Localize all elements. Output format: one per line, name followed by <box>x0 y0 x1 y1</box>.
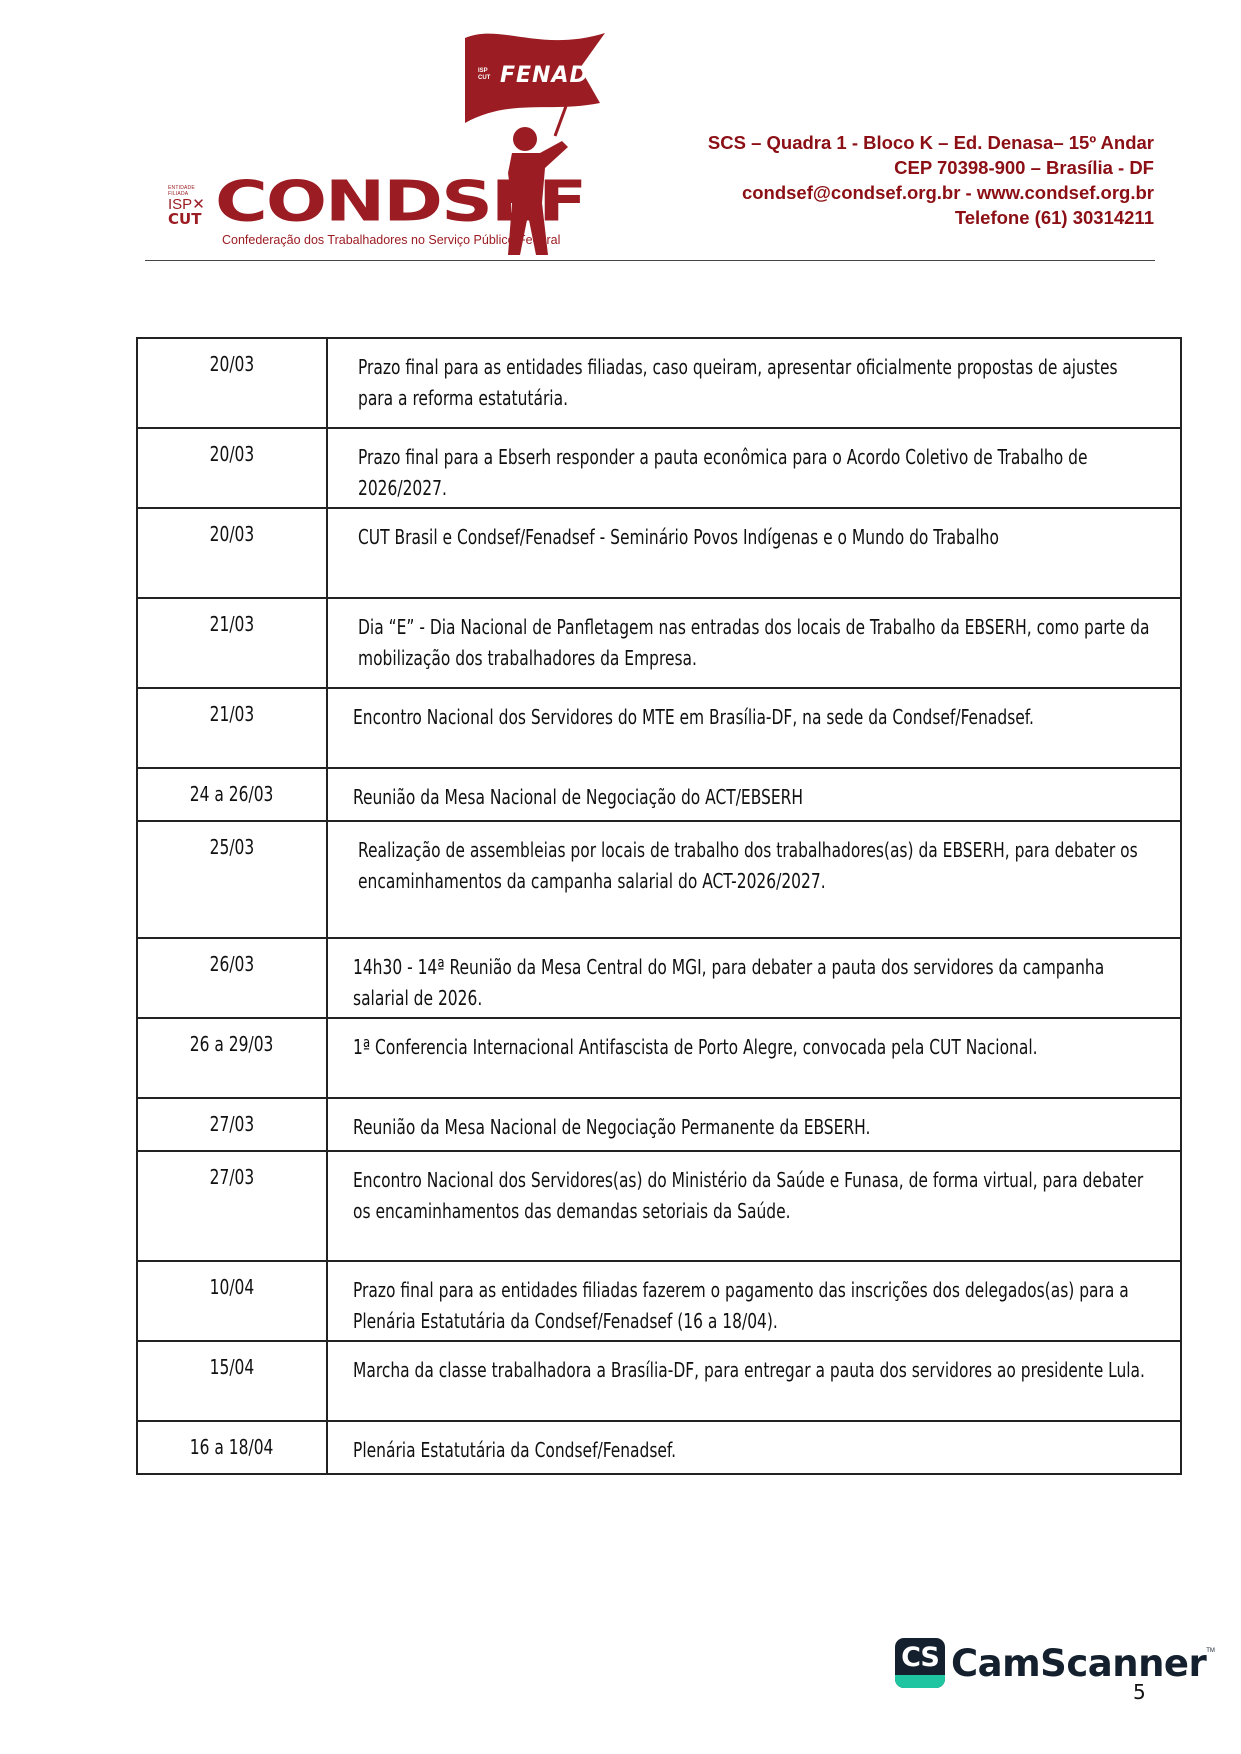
isp-logo: ISP✕ <box>168 195 205 213</box>
condsef-wordmark: CONDSEF <box>215 168 586 234</box>
event-date-cell <box>137 1098 327 1151</box>
event-date: 20/03 <box>209 352 255 376</box>
event-description-cell <box>327 1341 1181 1421</box>
event-date: 10/04 <box>209 1275 255 1299</box>
event-date: 26 a 29/03 <box>190 1032 274 1056</box>
event-date-cell <box>137 598 327 688</box>
event-date: 27/03 <box>209 1165 255 1189</box>
schedule-row <box>137 1341 1181 1421</box>
event-description: Dia “E” - Dia Nacional de Panfletagem nas entradas dos locais de Trabalho da EBSERH, como parte da mobilização dos trabalhadores da Empresa. <box>358 615 1150 670</box>
event-description: 1ª Conferencia Internacional Antifascista de Porto Alegre, convocada pela CUT Nacional. <box>353 1035 1038 1059</box>
event-description: Prazo final para as entidades filiadas fazerem o pagamento das inscrições dos delegados(as) para a Plenária Estatutária da Condsef/Fenadsef (16 a 18/04). <box>353 1278 1129 1333</box>
event-date-cell <box>137 1018 327 1098</box>
event-date-cell <box>137 821 327 938</box>
schedule-row <box>137 1151 1181 1261</box>
schedule-row <box>137 1018 1181 1098</box>
schedule-row <box>137 1421 1181 1474</box>
schedule-row <box>137 938 1181 1018</box>
event-description: CUT Brasil e Condsef/Fenadsef - Seminário Povos Indígenas e o Mundo do Trabalho <box>358 525 999 549</box>
event-date: 27/03 <box>209 1112 255 1136</box>
event-description: Encontro Nacional dos Servidores do MTE em Brasília-DF, na sede da Condsef/Fenadsef. <box>353 705 1034 729</box>
event-date-cell <box>137 688 327 768</box>
camscanner-watermark <box>895 1638 1215 1688</box>
trademark-mark: TM <box>1206 1648 1215 1654</box>
event-date-cell <box>137 508 327 598</box>
fenadsef-logo-text: FENADSEF <box>500 63 638 88</box>
event-description-cell <box>327 338 1181 428</box>
event-date: 21/03 <box>209 702 255 726</box>
schedule-row <box>137 508 1181 598</box>
address-line: SCS – Quadra 1 - Bloco K – Ed. Denasa– 15º Andar <box>707 132 1154 153</box>
event-date-cell <box>137 428 327 508</box>
schedule-row <box>137 338 1181 428</box>
event-date-cell <box>137 1341 327 1421</box>
affiliation-badge <box>168 185 213 227</box>
schedule-table <box>136 337 1182 1475</box>
event-date: 20/03 <box>209 522 255 546</box>
event-description-cell <box>327 508 1181 598</box>
event-date-cell <box>137 1261 327 1341</box>
event-description: Encontro Nacional dos Servidores(as) do Ministério da Saúde e Funasa, de forma virtual, para debater os encaminhamentos das demandas setoriais da Saúde. <box>353 1168 1144 1223</box>
event-description: Reunião da Mesa Nacional de Negociação Permanente da EBSERH. <box>353 1115 871 1139</box>
schedule-row <box>137 1098 1181 1151</box>
cep-line: CEP 70398-900 – Brasília - DF <box>894 157 1154 178</box>
event-description: Realização de assembleias por locais de trabalho dos trabalhadores(as) da EBSERH, para debater os encaminhamentos da campanha salarial do ACT-2026/2027. <box>358 838 1138 893</box>
camscanner-name: CamScanner <box>951 1641 1207 1685</box>
event-description-cell <box>327 938 1181 1018</box>
email-web-line[interactable]: condsef@condsef.org.br - www.condsef.org.br <box>741 182 1154 203</box>
event-description-cell <box>327 1098 1181 1151</box>
event-description: Reunião da Mesa Nacional de Negociação do ACT/EBSERH <box>353 785 804 809</box>
page-number: 5 <box>1133 1680 1146 1704</box>
event-date: 25/03 <box>209 835 255 859</box>
event-description: Plenária Estatutária da Condsef/Fenadsef. <box>353 1438 677 1462</box>
event-date: 15/04 <box>209 1355 255 1379</box>
event-description: 14h30 - 14ª Reunião da Mesa Central do MGI, para debater a pauta dos servidores da campanha salarial de 2026. <box>353 955 1105 1010</box>
event-description: Prazo final para a Ebserh responder a pauta econômica para o Acordo Coletivo de Trabalho de 2026/2027. <box>358 445 1088 500</box>
event-description-cell <box>327 598 1181 688</box>
affiliation-label: ENTIDADE FILIADA <box>168 185 195 197</box>
event-date-cell <box>137 768 327 821</box>
cut-logo: CUT <box>168 210 202 228</box>
schedule-row <box>137 598 1181 688</box>
event-description-cell <box>327 428 1181 508</box>
event-date-cell <box>137 1421 327 1474</box>
event-description-cell <box>327 1018 1181 1098</box>
contact-block <box>708 130 1154 230</box>
event-date: 26/03 <box>209 952 255 976</box>
schedule-row <box>137 821 1181 938</box>
event-description-cell <box>327 768 1181 821</box>
event-description: Marcha da classe trabalhadora a Brasília-DF, para entregar a pauta dos servidores ao presidente Lula. <box>353 1358 1145 1382</box>
schedule-row <box>137 428 1181 508</box>
schedule-row <box>137 768 1181 821</box>
event-date-cell <box>137 1151 327 1261</box>
event-description-cell <box>327 1261 1181 1341</box>
event-description-cell <box>327 1421 1181 1474</box>
event-description-cell <box>327 688 1181 768</box>
camscanner-logo-icon: CS <box>895 1638 945 1688</box>
header-divider <box>145 260 1155 261</box>
event-date: 24 a 26/03 <box>190 782 274 806</box>
phone-line: Telefone (61) 30314211 <box>954 207 1154 228</box>
event-date: 16 a 18/04 <box>190 1435 274 1459</box>
flag-affiliation-text: ISP CUT <box>478 68 491 81</box>
event-description-cell <box>327 821 1181 938</box>
event-description: Prazo final para as entidades filiadas, caso queiram, apresentar oficialmente propostas de ajustes para a reforma estatutária. <box>358 355 1118 410</box>
schedule-row <box>137 688 1181 768</box>
condsef-subtitle: Confederação dos Trabalhadores no Serviço Público Federal <box>222 233 561 247</box>
event-date: 20/03 <box>209 442 255 466</box>
schedule-row <box>137 1261 1181 1341</box>
condsef-logo <box>160 28 638 253</box>
event-description-cell <box>327 1151 1181 1261</box>
event-date-cell <box>137 938 327 1018</box>
event-date-cell <box>137 338 327 428</box>
event-date: 21/03 <box>209 612 255 636</box>
